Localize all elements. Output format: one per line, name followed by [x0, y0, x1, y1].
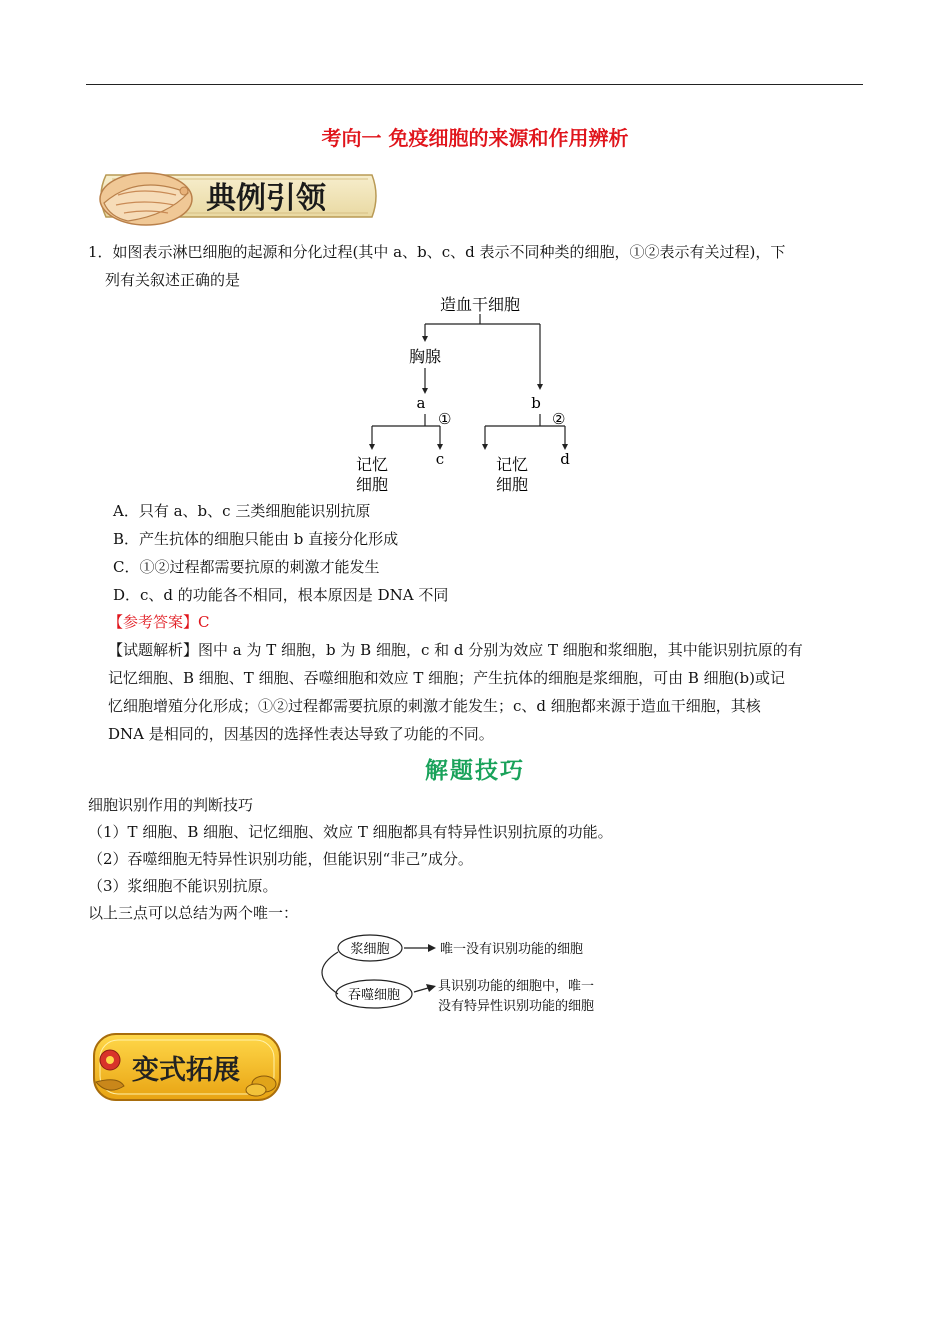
skill-point-2: （2）吞噬细胞无特异性识别功能，但能识别“非己”成分。 — [88, 850, 473, 868]
option-d: D．c、d 的功能各不相同，根本原因是 DNA 不同 — [113, 586, 449, 604]
phagocyte-node: 吞噬细胞 — [347, 988, 401, 1003]
option-c: C．①②过程都需要抗原的刺激才能发生 — [113, 558, 380, 576]
skill-point-3: （3）浆细胞不能识别抗原。 — [88, 877, 278, 895]
explanation-line-2: 记忆细胞、B 细胞、T 细胞、吞噬细胞和效应 T 细胞；产生抗体的细胞是浆细胞，可由 B 细胞(b)或记 — [108, 669, 785, 687]
variant-banner-label: 变式拓展 — [132, 1055, 240, 1086]
explanation-line-3: 忆细胞增殖分化形成；①②过程都需要抗原的刺激才能发生；c、d 细胞都来源于造血干细胞，其核 — [108, 697, 761, 715]
skills-intro: 细胞识别作用的判断技巧 — [88, 796, 254, 814]
node-memory-cell-1-line2: 细胞 — [355, 475, 389, 494]
node-memory-cell-2-line2: 细胞 — [495, 475, 529, 494]
node-hematopoietic-stem-cell: 造血干细胞 — [439, 295, 521, 314]
seashell-icon — [100, 173, 192, 225]
plasma-cell-node: 浆细胞 — [350, 942, 390, 957]
phagocyte-note-line2: 没有特异性识别功能的细胞 — [438, 999, 595, 1014]
skill-point-1: （1）T 细胞、B 细胞、记忆细胞、效应 T 细胞都具有特异性识别抗原的功能。 — [88, 823, 613, 841]
skills-heading: 解题技巧 — [425, 757, 525, 784]
node-thymus: 胸腺 — [408, 347, 442, 366]
header-rule — [86, 84, 863, 85]
node-b: b — [531, 394, 541, 412]
question-line-2: 列有关叙述正确的是 — [105, 271, 241, 289]
option-b: B．产生抗体的细胞只能由 b 直接分化形成 — [113, 530, 399, 548]
summary-intro: 以上三点可以总结为两个唯一： — [88, 904, 299, 922]
explanation-line-1: 【试题解析】图中 a 为 T 细胞，b 为 B 细胞，c 和 d 分别为效应 T 细胞和浆细胞，其中能识别抗原的有 — [108, 641, 803, 659]
lymphocyte-origin-diagram — [355, 292, 590, 502]
example-banner-label: 典例引领 — [206, 181, 326, 216]
option-a: A．只有 a、b、c 三类细胞能识别抗原 — [113, 502, 371, 520]
example-banner — [88, 163, 380, 229]
node-d: d — [560, 450, 570, 468]
process-2-label: ② — [552, 410, 566, 428]
node-memory-cell-1-line1: 记忆 — [355, 455, 389, 474]
plasma-cell-note: 唯一没有识别功能的细胞 — [440, 942, 584, 957]
node-c: c — [435, 450, 445, 468]
section-title: 考向一 免疫细胞的来源和作用辨析 — [321, 126, 629, 150]
node-a: a — [416, 394, 426, 412]
phagocyte-note-line1: 具识别功能的细胞中，唯一 — [438, 979, 595, 994]
variant-banner — [88, 1026, 286, 1108]
explanation-line-4: DNA 是相同的，因基因的选择性表达导致了功能的不同。 — [108, 725, 494, 743]
question-line-1: 1．如图表示淋巴细胞的起源和分化过程(其中 a、b、c、d 表示不同种类的细胞，①②表示有关过程)，下 — [88, 243, 786, 261]
reference-answer: 【参考答案】C — [108, 613, 210, 631]
node-memory-cell-2-line1: 记忆 — [495, 455, 529, 474]
summary-diagram — [312, 930, 642, 1022]
process-1-label: ① — [438, 410, 452, 428]
